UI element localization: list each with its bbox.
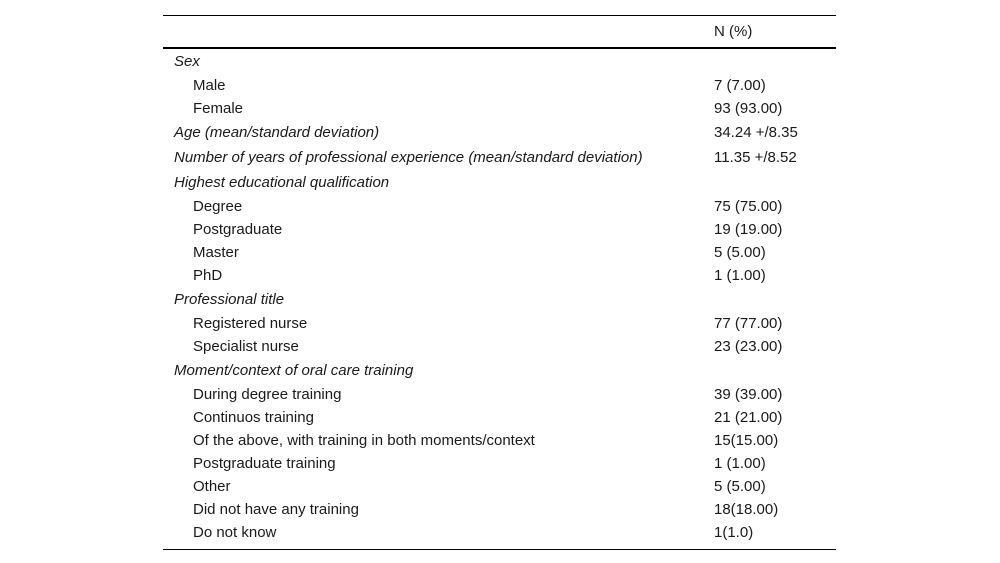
row-label-cell: Did not have any training: [193, 501, 359, 518]
table-row: [163, 335, 836, 358]
row-value-cell: 1 (1.00): [714, 267, 766, 284]
table-group-row: [163, 120, 836, 145]
table-group-row: [163, 145, 836, 170]
table-group-row: [163, 49, 836, 74]
row-value-cell: 19 (19.00): [714, 221, 783, 238]
table-row: [163, 383, 836, 406]
table-row: [163, 74, 836, 97]
row-label-cell: Registered nurse: [193, 315, 308, 332]
table-row: [163, 195, 836, 218]
row-value-cell: 5 (5.00): [714, 478, 766, 495]
row-value-cell: 5 (5.00): [714, 244, 766, 261]
row-label-cell: Other: [193, 478, 231, 495]
table-header-row: [163, 16, 836, 49]
table-row: [163, 218, 836, 241]
table-row: [163, 264, 836, 287]
row-value-cell: 93 (93.00): [714, 100, 783, 117]
row-label-cell: Postgraduate: [193, 221, 283, 238]
table-group-row: [163, 358, 836, 383]
row-value-cell: 21 (21.00): [714, 409, 783, 426]
row-value-cell: 75 (75.00): [714, 198, 783, 215]
table-row: [163, 406, 836, 429]
group-label-cell: Number of years of professional experience (mean/standard deviation): [174, 149, 643, 166]
row-value-cell: 15(15.00): [714, 432, 779, 449]
table-group-row: [163, 287, 836, 312]
table-row: [163, 312, 836, 335]
row-value-cell: 11.35 +/8.52: [714, 149, 797, 166]
row-value-cell: 1 (1.00): [714, 455, 766, 472]
table-row: [163, 475, 836, 498]
table-row: [163, 498, 836, 521]
group-label-cell: Sex: [174, 53, 200, 70]
row-label-cell: Master: [193, 244, 239, 261]
row-label-cell: PhD: [193, 267, 223, 284]
group-label-cell: Highest educational qualification: [174, 174, 390, 191]
table-bottom-padding: [163, 544, 836, 549]
row-label-cell: During degree training: [193, 386, 342, 403]
table-row: [163, 97, 836, 120]
row-value-cell: 23 (23.00): [714, 338, 783, 355]
group-label-cell: Moment/context of oral care training: [174, 362, 414, 379]
group-label-cell: Professional title: [174, 291, 285, 308]
row-label-cell: Postgraduate training: [193, 455, 336, 472]
row-label-cell: Degree: [193, 198, 243, 215]
demographics-table: [163, 15, 836, 550]
table-row: [163, 521, 836, 544]
row-value-cell: 18(18.00): [714, 501, 779, 518]
row-label-cell: Of the above, with training in both moments/context: [193, 432, 535, 449]
table-body: [163, 49, 836, 544]
row-value-cell: 39 (39.00): [714, 386, 783, 403]
row-label-cell: Do not know: [193, 524, 277, 541]
row-label-cell: Female: [193, 100, 244, 117]
row-value-cell: 34.24 +/8.35: [714, 124, 798, 141]
row-label-cell: Continuos training: [193, 409, 314, 426]
table-group-row: [163, 170, 836, 195]
row-value-cell: 7 (7.00): [714, 77, 766, 94]
row-value-cell: 1(1.0): [714, 524, 754, 541]
group-label-cell: Age (mean/standard deviation): [174, 124, 380, 141]
row-label-cell: Male: [193, 77, 226, 94]
row-label-cell: Specialist nurse: [193, 338, 299, 355]
table-row: [163, 241, 836, 264]
table-row: [163, 452, 836, 475]
row-value-cell: 77 (77.00): [714, 315, 783, 332]
table-row: [163, 429, 836, 452]
header-value-cell: N (%): [714, 23, 753, 40]
